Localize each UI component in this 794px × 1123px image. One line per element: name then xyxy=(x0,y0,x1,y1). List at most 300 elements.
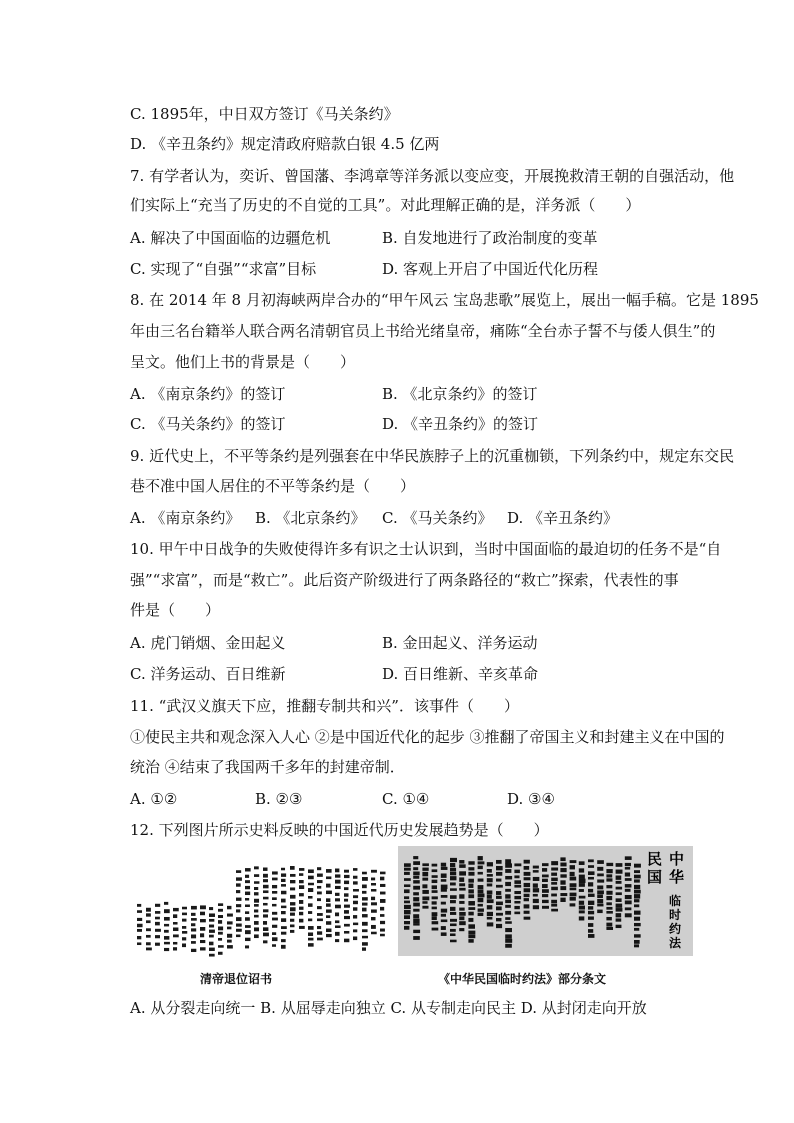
edict-glyph-stroke xyxy=(380,934,385,937)
constitution-glyph-stroke xyxy=(404,863,411,867)
constitution-glyph-stroke xyxy=(450,900,456,903)
edict-glyph-stroke xyxy=(263,927,268,931)
constitution-glyph-stroke xyxy=(422,878,428,881)
edict-glyph-stroke xyxy=(227,921,233,924)
edict-glyph-stroke xyxy=(290,913,295,916)
edict-glyph-stroke xyxy=(155,904,160,907)
edict-glyph-stroke xyxy=(308,926,314,930)
edict-glyph-stroke xyxy=(245,945,249,948)
edict-glyph-stroke xyxy=(236,883,241,886)
edict-glyph-stroke xyxy=(236,890,240,893)
constitution-glyph-stroke xyxy=(542,906,549,909)
constitution-glyph-stroke xyxy=(459,921,465,925)
edict-glyph-stroke xyxy=(326,898,330,902)
constitution-glyph-stroke xyxy=(606,927,613,930)
constitution-glyph-stroke xyxy=(542,879,548,882)
constitution-glyph-stroke xyxy=(468,924,475,928)
constitution-glyph-stroke xyxy=(450,858,457,862)
edict-glyph-stroke xyxy=(209,907,213,910)
edict-glyph-stroke xyxy=(191,928,196,931)
constitution-glyph-stroke xyxy=(496,866,503,870)
constitution-glyph-stroke xyxy=(441,932,447,936)
q6-option-d: D. 《辛丑条约》规定清政府赔款白银 4.5 亿两 xyxy=(130,135,440,153)
constitution-glyph-stroke xyxy=(514,870,520,873)
edict-glyph-stroke xyxy=(380,907,384,911)
edict-glyph-stroke xyxy=(335,925,341,928)
edict-glyph-stroke xyxy=(335,893,340,896)
edict-glyph-stroke xyxy=(326,934,332,937)
edict-glyph-stroke xyxy=(164,909,170,913)
constitution-title-block xyxy=(643,850,687,952)
edict-glyph-stroke xyxy=(362,891,366,894)
edict-glyph-stroke xyxy=(263,921,267,925)
edict-glyph-stroke xyxy=(227,927,231,930)
edict-glyph-stroke xyxy=(281,873,286,876)
constitution-glyph-stroke xyxy=(422,863,429,866)
edict-glyph-stroke xyxy=(299,885,304,889)
constitution-glyph-stroke xyxy=(432,875,438,878)
constitution-glyph-stroke xyxy=(487,895,492,899)
constitution-glyph-stroke xyxy=(542,900,549,903)
edict-glyph-stroke xyxy=(380,899,385,903)
constitution-glyph-stroke xyxy=(468,907,475,910)
edict-glyph-stroke xyxy=(281,945,286,949)
constitution-glyph-stroke xyxy=(524,917,531,920)
edict-glyph-stroke xyxy=(263,909,268,912)
constitution-glyph-stroke xyxy=(606,923,612,927)
constitution-glyph-stroke xyxy=(450,940,457,943)
constitution-glyph-stroke xyxy=(616,898,622,902)
edict-glyph-stroke xyxy=(164,902,168,905)
edict-glyph-stroke xyxy=(182,926,186,929)
constitution-glyph-stroke xyxy=(634,928,639,931)
constitution-glyph-stroke xyxy=(450,924,457,927)
q8-stem-line-1: 8. 在 2014 年 8 月初海峡两岸合办的“甲午风云 宝岛悲歌”展览上，展出一幅手稿。它是 1895 xyxy=(130,291,759,309)
constitution-glyph-stroke xyxy=(413,897,419,901)
edict-glyph-stroke xyxy=(146,913,151,916)
constitution-glyph-stroke xyxy=(505,869,511,873)
edict-glyph-stroke xyxy=(371,909,377,912)
q10-stem-line-3: 件是（ ） xyxy=(130,601,221,619)
edict-glyph-stroke xyxy=(254,909,258,912)
edict-glyph-stroke xyxy=(281,939,286,942)
constitution-glyph-stroke xyxy=(579,879,586,883)
constitution-glyph-stroke xyxy=(468,861,474,864)
constitution-glyph-stroke xyxy=(450,868,456,872)
constitution-glyph-stroke xyxy=(533,899,539,903)
constitution-glyph-stroke xyxy=(432,880,438,883)
constitution-glyph-stroke xyxy=(524,883,530,887)
constitution-glyph-stroke xyxy=(432,921,439,924)
edict-glyph-stroke xyxy=(182,913,187,916)
constitution-glyph-stroke xyxy=(422,890,428,894)
edict-glyph-stroke xyxy=(218,926,223,930)
edict-glyph-stroke xyxy=(317,906,322,909)
constitution-glyph-stroke xyxy=(413,880,420,883)
edict-glyph-stroke xyxy=(290,902,295,905)
edict-glyph-stroke xyxy=(335,912,339,916)
constitution-glyph-stroke xyxy=(616,925,622,928)
constitution-glyph-stroke xyxy=(432,901,437,904)
q8-option-a: A. 《南京条约》的签订 xyxy=(130,385,286,403)
constitution-glyph-stroke xyxy=(459,928,464,931)
constitution-glyph-stroke xyxy=(404,889,410,893)
constitution-glyph-stroke xyxy=(468,894,474,898)
edict-glyph-stroke xyxy=(137,904,141,907)
constitution-glyph-stroke xyxy=(404,868,411,871)
constitution-glyph-stroke xyxy=(579,910,585,913)
constitution-glyph-stroke xyxy=(496,885,503,888)
constitution-glyph-stroke xyxy=(441,926,446,930)
edict-glyph-stroke xyxy=(182,943,186,947)
edict-glyph-stroke xyxy=(326,869,332,873)
edict-glyph-stroke xyxy=(353,868,357,871)
constitution-glyph-stroke xyxy=(505,928,512,932)
constitution-glyph-stroke xyxy=(413,867,418,870)
edict-glyph-stroke xyxy=(254,934,259,938)
constitution-glyph-stroke xyxy=(606,902,611,905)
constitution-glyph-stroke xyxy=(579,861,585,865)
constitution-glyph-stroke xyxy=(496,906,502,910)
constitution-glyph-stroke xyxy=(468,867,474,870)
edict-glyph-stroke xyxy=(281,868,285,871)
constitution-glyph-stroke xyxy=(459,901,464,904)
constitution-glyph-stroke xyxy=(597,860,604,864)
constitution-glyph-stroke xyxy=(422,906,428,909)
caption-provisional-constitution: 《中华民国临时约法》部分条文 xyxy=(438,972,607,986)
constitution-glyph-stroke xyxy=(597,904,603,907)
constitution-glyph-stroke xyxy=(441,909,447,913)
constitution-glyph-stroke xyxy=(634,917,640,921)
edict-glyph-stroke xyxy=(146,947,152,950)
edict-glyph-stroke xyxy=(344,875,350,878)
constitution-glyph-stroke xyxy=(570,897,576,901)
edict-glyph-stroke xyxy=(218,945,224,948)
q11-stem-line-2: ①使民主共和观念深入人心 ②是中国近代化的起步 ③推翻了帝国主义和封建主义在中国的 xyxy=(130,728,725,746)
constitution-glyph-stroke xyxy=(542,868,547,872)
constitution-glyph-stroke xyxy=(606,917,611,920)
edict-glyph-stroke xyxy=(371,883,376,886)
edict-glyph-stroke xyxy=(254,866,259,869)
edict-glyph-stroke xyxy=(209,925,214,928)
constitution-glyph-stroke xyxy=(487,878,493,882)
constitution-glyph-stroke xyxy=(634,870,640,873)
constitution-glyph-stroke xyxy=(505,863,512,867)
constitution-glyph-stroke xyxy=(487,922,493,926)
title-char: 法 xyxy=(669,936,682,950)
edict-glyph-stroke xyxy=(236,904,241,907)
edict-glyph-stroke xyxy=(317,898,321,901)
edict-glyph-stroke xyxy=(353,936,357,940)
edict-glyph-stroke xyxy=(272,885,277,888)
edict-glyph-stroke xyxy=(326,891,332,895)
edict-glyph-stroke xyxy=(362,922,368,926)
constitution-glyph-stroke xyxy=(432,916,437,920)
edict-glyph-stroke xyxy=(317,938,323,941)
edict-glyph-stroke xyxy=(218,938,222,941)
edict-glyph-stroke xyxy=(272,904,276,907)
constitution-glyph-stroke xyxy=(404,896,409,899)
edict-glyph-stroke xyxy=(182,931,187,934)
title-char: 约 xyxy=(669,922,682,936)
q8-stem-line-2: 年由三名台籍举人联合两名清朝官员上书给光绪皇帝，痛陈“全台赤子誓不与倭人俱生”的 xyxy=(130,322,716,340)
edict-glyph-stroke xyxy=(263,879,268,882)
edict-glyph-stroke xyxy=(200,933,204,937)
constitution-glyph-stroke xyxy=(533,866,539,869)
edict-glyph-stroke xyxy=(299,900,303,904)
edict-glyph-stroke xyxy=(146,920,151,923)
constitution-glyph-stroke xyxy=(616,913,622,917)
edict-glyph-stroke xyxy=(254,874,259,877)
constitution-glyph-stroke xyxy=(524,911,530,914)
constitution-glyph-stroke xyxy=(625,884,632,887)
edict-glyph-stroke xyxy=(299,880,304,883)
edict-glyph-stroke xyxy=(290,907,296,911)
constitution-glyph-stroke xyxy=(413,930,420,933)
constitution-glyph-stroke xyxy=(441,879,446,882)
constitution-glyph-stroke xyxy=(570,860,577,863)
edict-glyph-stroke xyxy=(137,924,143,927)
constitution-glyph-stroke xyxy=(634,879,640,882)
constitution-glyph-stroke xyxy=(459,883,465,886)
constitution-glyph-stroke xyxy=(597,879,604,882)
edict-glyph-stroke xyxy=(380,929,385,932)
edict-glyph-stroke xyxy=(236,935,240,938)
constitution-glyph-stroke xyxy=(634,944,639,947)
constitution-glyph-stroke xyxy=(514,901,520,904)
constitution-glyph-stroke xyxy=(625,878,632,881)
edict-glyph-stroke xyxy=(155,917,160,920)
constitution-glyph-stroke xyxy=(496,924,502,928)
q10-option-d: D. 百日维新、辛亥革命 xyxy=(382,665,539,683)
constitution-glyph-stroke xyxy=(487,869,492,873)
constitution-glyph-stroke xyxy=(606,896,612,900)
edict-glyph-stroke xyxy=(353,889,359,892)
constitution-glyph-stroke xyxy=(606,907,612,910)
edict-glyph-stroke xyxy=(209,935,214,938)
edict-glyph-stroke xyxy=(173,914,177,918)
constitution-glyph-stroke xyxy=(413,903,420,907)
q8-option-d: D. 《辛丑条约》的签订 xyxy=(382,415,539,433)
constitution-glyph-stroke xyxy=(597,910,602,913)
constitution-glyph-stroke xyxy=(496,896,502,899)
edict-glyph-stroke xyxy=(308,876,314,880)
edict-glyph-stroke xyxy=(353,923,358,926)
constitution-glyph-stroke xyxy=(441,902,446,905)
constitution-glyph-stroke xyxy=(441,885,448,889)
edict-glyph-stroke xyxy=(362,914,368,917)
edict-glyph-stroke xyxy=(281,891,286,895)
edict-glyph-stroke xyxy=(209,919,214,922)
edict-glyph-stroke xyxy=(299,912,303,915)
edict-glyph-stroke xyxy=(263,940,267,943)
constitution-glyph-stroke xyxy=(505,900,511,903)
constitution-glyph-stroke xyxy=(524,904,530,908)
constitution-glyph-stroke xyxy=(478,904,483,907)
edict-glyph-stroke xyxy=(371,878,375,881)
edict-glyph-stroke xyxy=(173,942,177,945)
constitution-glyph-stroke xyxy=(616,908,623,912)
edict-glyph-stroke xyxy=(236,924,242,927)
constitution-glyph-stroke xyxy=(432,907,437,910)
edict-glyph-stroke xyxy=(290,895,296,899)
constitution-glyph-stroke xyxy=(487,912,493,916)
edict-glyph-stroke xyxy=(272,937,277,941)
constitution-glyph-stroke xyxy=(404,915,410,919)
constitution-glyph-stroke xyxy=(422,901,427,904)
constitution-glyph-stroke xyxy=(606,885,612,888)
constitution-glyph-stroke xyxy=(450,912,456,915)
constitution-glyph-stroke xyxy=(413,914,419,918)
edict-glyph-stroke xyxy=(299,919,303,923)
edict-glyph-stroke xyxy=(344,893,349,896)
edict-glyph-stroke xyxy=(290,874,296,877)
constitution-glyph-stroke xyxy=(551,878,558,882)
constitution-glyph-stroke xyxy=(478,898,484,902)
edict-glyph-stroke xyxy=(236,877,242,880)
edict-glyph-stroke xyxy=(371,870,377,873)
constitution-glyph-stroke xyxy=(496,902,503,906)
constitution-glyph-stroke xyxy=(570,888,577,891)
edict-glyph-stroke xyxy=(371,902,377,905)
edict-glyph-stroke xyxy=(380,914,384,917)
edict-glyph-stroke xyxy=(254,899,259,903)
edict-glyph-stroke xyxy=(344,916,350,919)
constitution-glyph-stroke xyxy=(496,891,501,895)
edict-glyph-stroke xyxy=(362,947,366,950)
edict-glyph-stroke xyxy=(155,935,160,938)
q11-option-d: D. ③④ xyxy=(507,790,555,808)
edict-glyph-stroke xyxy=(173,908,179,911)
constitution-glyph-stroke xyxy=(514,891,521,894)
edict-glyph-stroke xyxy=(227,934,232,938)
constitution-glyph-stroke xyxy=(404,878,411,881)
constitution-glyph-stroke xyxy=(560,898,565,902)
constitution-glyph-stroke xyxy=(514,906,519,909)
constitution-glyph-stroke xyxy=(606,863,613,866)
constitution-glyph-stroke xyxy=(404,905,411,909)
constitution-glyph-stroke xyxy=(588,911,594,915)
edict-glyph-stroke xyxy=(236,909,240,912)
constitution-glyph-stroke xyxy=(551,894,557,897)
constitution-glyph-stroke xyxy=(597,894,603,898)
constitution-glyph-stroke xyxy=(422,872,428,876)
edict-glyph-stroke xyxy=(317,886,321,889)
constitution-glyph-stroke xyxy=(597,899,603,903)
constitution-glyph-stroke xyxy=(450,933,456,936)
edict-glyph-stroke xyxy=(362,877,368,881)
edict-glyph-stroke xyxy=(263,897,269,900)
edict-glyph-stroke xyxy=(371,917,376,920)
constitution-glyph-stroke xyxy=(579,901,584,905)
edict-glyph-stroke xyxy=(236,917,242,921)
edict-glyph-stroke xyxy=(245,868,251,871)
edict-glyph-stroke xyxy=(272,918,278,921)
edict-glyph-stroke xyxy=(164,930,169,933)
constitution-glyph-stroke xyxy=(432,912,438,916)
constitution-glyph-stroke xyxy=(413,871,419,875)
edict-glyph-stroke xyxy=(236,898,241,901)
constitution-glyph-stroke xyxy=(616,904,623,908)
edict-glyph-stroke xyxy=(290,919,294,922)
constitution-glyph-stroke xyxy=(478,879,484,882)
constitution-glyph-stroke xyxy=(606,878,612,881)
constitution-glyph-stroke xyxy=(450,872,456,875)
q9-option-a: A. 《南京条约》 xyxy=(130,509,241,527)
edict-glyph-stroke xyxy=(218,903,223,906)
edict-glyph-stroke xyxy=(281,884,286,887)
edict-glyph-stroke xyxy=(362,897,368,900)
edict-glyph-stroke xyxy=(344,939,349,943)
edict-glyph-stroke xyxy=(164,942,170,945)
edict-glyph-stroke xyxy=(326,876,331,879)
constitution-glyph-stroke xyxy=(542,894,548,897)
edict-glyph-stroke xyxy=(272,944,276,947)
edict-glyph-stroke xyxy=(308,888,313,892)
constitution-glyph-stroke xyxy=(468,884,473,888)
edict-glyph-stroke xyxy=(146,928,151,931)
edict-glyph-stroke xyxy=(200,940,205,943)
constitution-glyph-stroke xyxy=(441,914,446,917)
constitution-glyph-stroke xyxy=(579,906,585,910)
constitution-glyph-stroke xyxy=(588,859,594,862)
constitution-glyph-stroke xyxy=(413,876,419,879)
constitution-glyph-stroke xyxy=(413,923,419,926)
edict-glyph-stroke xyxy=(236,929,242,932)
q10-option-a: A. 虎门销烟、金田起义 xyxy=(130,634,286,652)
constitution-glyph-stroke xyxy=(478,894,485,898)
constitution-glyph-stroke xyxy=(432,896,438,899)
constitution-glyph-stroke xyxy=(487,917,493,920)
edict-glyph-stroke xyxy=(371,889,376,892)
q7-stem-line-2: 们实际上“充当了历史的不自觉的工具”。对此理解正确的是，洋务派（ ） xyxy=(130,196,641,214)
edict-glyph-stroke xyxy=(191,913,196,916)
edict-glyph-stroke xyxy=(281,932,286,935)
edict-glyph-stroke xyxy=(344,870,349,873)
edict-glyph-stroke xyxy=(254,927,259,931)
edict-glyph-stroke xyxy=(191,918,197,921)
edict-glyph-stroke xyxy=(245,938,251,941)
constitution-glyph-stroke xyxy=(560,863,566,867)
constitution-glyph-stroke xyxy=(634,940,640,944)
edict-glyph-stroke xyxy=(254,881,259,884)
constitution-glyph-stroke xyxy=(505,944,512,948)
constitution-glyph-stroke xyxy=(478,861,485,864)
edict-glyph-stroke xyxy=(353,881,358,884)
constitution-glyph-stroke xyxy=(625,913,632,917)
title-char: 国 xyxy=(647,868,663,886)
edict-glyph-stroke xyxy=(254,887,258,890)
constitution-glyph-stroke xyxy=(505,911,511,915)
provisional-constitution-image xyxy=(398,846,693,956)
q10-stem-line-2: 强”“求富”，而是“救亡”。此后资产阶级进行了两条路径的“救亡”探索，代表性的事 xyxy=(130,571,679,589)
edict-glyph-stroke xyxy=(380,872,386,875)
edict-glyph-stroke xyxy=(362,903,368,906)
title-char: 临 xyxy=(669,894,682,908)
edict-glyph-stroke xyxy=(200,905,206,909)
q6-option-c: C. 1895年，中日双方签订《马关条约》 xyxy=(130,105,399,123)
edict-columns-graphic xyxy=(133,852,391,957)
constitution-glyph-stroke xyxy=(441,889,447,892)
q11-option-b: B. ②③ xyxy=(255,790,303,808)
edict-glyph-stroke xyxy=(317,926,321,929)
constitution-glyph-stroke xyxy=(560,886,566,890)
constitution-glyph-stroke xyxy=(450,929,456,932)
constitution-glyph-stroke xyxy=(588,916,594,919)
q9-option-d: D. 《辛丑条约》 xyxy=(507,509,619,527)
edict-glyph-stroke xyxy=(290,924,294,927)
q7-stem-line-1: 7. 有学者认为，奕䜣、曾国藩、李鸿章等洋务派以变应变，开展挽救清王朝的自强活动，他 xyxy=(130,167,735,185)
